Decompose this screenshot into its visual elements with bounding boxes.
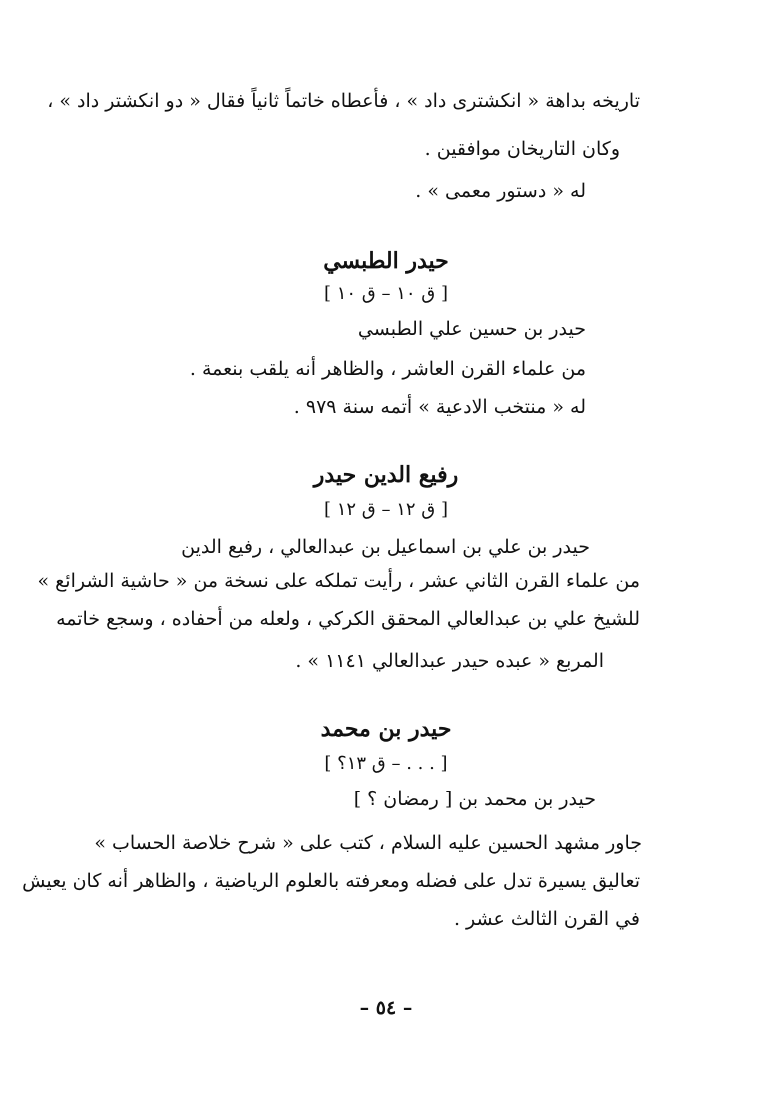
entry-rafi-aldin-line-4: المربع « عبده حيدر عبدالعالي ١١٤١ » . <box>295 650 604 672</box>
entry-rafi-aldin-line-2: من علماء القرن الثاني عشر ، رأيت تملكه على نسخة من « حاشية الشرائع » <box>37 570 640 592</box>
entry-haidar-bin-muhammad-line-1: حيدر بن محمد بن [ رمضان ؟ ] <box>353 788 596 810</box>
entry-dates-tabasi: [ ق ١٠ – ق ١٠ ] <box>323 283 448 304</box>
intro-line-2: وكان التاريخان موافقين . <box>424 138 620 160</box>
entry-title-rafi-aldin: رفيع الدين حيدر <box>313 462 459 488</box>
entry-title-tabasi: حيدر الطبسي <box>323 248 449 274</box>
entry-tabasi-line-3: له « منتخب الادعية » أتمه سنة ٩٧٩ . <box>293 396 586 418</box>
page-number: – ٥٤ – <box>359 997 413 1019</box>
entry-title-haidar-bin-muhammad: حيدر بن محمد <box>320 716 452 742</box>
entry-rafi-aldin-line-3: للشيخ علي بن عبدالعالي المحقق الكركي ، ولعله من أحفاده ، وسجع خاتمه <box>56 608 640 630</box>
entry-haidar-bin-muhammad-line-4: في القرن الثالث عشر . <box>453 908 640 930</box>
entry-dates-rafi-aldin: [ ق ١٢ – ق ١٢ ] <box>323 499 448 520</box>
intro-line-1: تاريخه بداهة « انكشترى داد » ، فأعطاه خاتماً ثانياً فقال « دو انكشتر داد » ، <box>47 90 640 112</box>
entry-dates-haidar-bin-muhammad: [ . . . – ق ١٣؟ ] <box>324 753 448 774</box>
entry-haidar-bin-muhammad-line-2: جاور مشهد الحسين عليه السلام ، كتب على « شرح خلاصة الحساب » <box>94 832 642 854</box>
intro-line-3: له « دستور معمى » . <box>415 180 586 202</box>
entry-haidar-bin-muhammad-line-3: تعاليق يسيرة تدل على فضله ومعرفته بالعلوم الرياضية ، والظاهر أنه كان يعيش <box>22 870 640 892</box>
entry-tabasi-line-2: من علماء القرن العاشر ، والظاهر أنه يلقب بنعمة . <box>189 358 586 380</box>
entry-tabasi-line-1: حيدر بن حسين علي الطبسي <box>357 318 586 340</box>
entry-rafi-aldin-line-1: حيدر بن علي بن اسماعيل بن عبدالعالي ، رفيع الدين <box>181 536 590 558</box>
